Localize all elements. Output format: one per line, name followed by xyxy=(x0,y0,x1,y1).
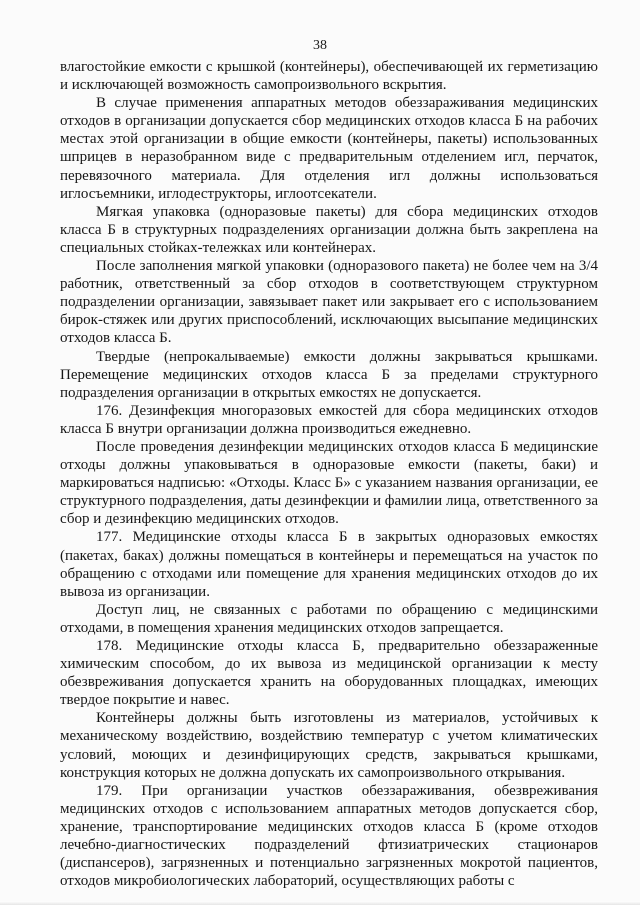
paragraph-178: 178. Медицинские отходы класса Б, предварительно обеззараженные химическим способом, до их вывоза из медицинской организации к месту обезвреживания допускается хранить на оборудованных площадках, имеющих твердое покрытие и навес. xyxy=(60,638,598,709)
document-body xyxy=(60,58,598,890)
paragraph-after-disinfection: После проведения дезинфекции медицинских отходов класса Б медицинские отходы должны упаковываться в одноразовые емкости (пакеты, баки) и маркироваться надписью: «Отходы. Класс Б» с указанием названия организации, ее структурного подразделения, даты дезинфекции и фамилии лица, ответственного за сбор и дезинфекцию медицинских отходов. xyxy=(60,438,598,528)
paragraph-177: 177. Медицинские отходы класса Б в закрытых одноразовых емкостях (пакетах, баках) должны помещаться в контейнеры и перемещаться на участок по обращению с отходами или помещение для хранения медицинских отходов до их вывоза из организации. xyxy=(60,529,598,600)
paragraph-hardware-methods: В случае применения аппаратных методов обеззараживания медицинских отходов в организации допускается сбор медицинских отходов класса Б на рабочих местах этой организации в общие емкости (контейнеры, пакеты) использованных шприцев в неразобранном виде с предварительным отделением игл, перчаток, перевязочного материала. Для отделения игл должны использоваться иглосъемники, иглодеструкторы, иглоотсекатели. xyxy=(60,95,598,202)
paragraph-hard-containers: Твердые (непрокалываемые) емкости должны закрываться крышками. Перемещение медицинских отходов класса Б за пределами структурного подразделения организации в открытых емкостях не допускается. xyxy=(60,348,598,401)
paragraph-bag-filling: После заполнения мягкой упаковки (одноразового пакета) не более чем на 3/4 работник, ответственный за сбор отходов в соответствующем структурном подразделении организации, завязывает пакет или закрывает его с использованием бирок-стяжек или других приспособлений, исключающих высыпание медицинских отходов класса Б. xyxy=(60,258,598,347)
paragraph-176: 176. Дезинфекция многоразовых емкостей для сбора медицинских отходов класса Б внутри организации должна производиться ежедневно. xyxy=(60,402,598,437)
paragraph-179: 179. При организации участков обеззараживания, обезвреживания медицинских отходов с использованием аппаратных методов допускается сбор, хранение, транспортирование медицинских отходов класса Б (кроме отходов лечебно-диагностических подразделений фтизиатрических стационаров (диспансеров), загрязненных и потенциально загрязненных мокротой пациентов, отходов микробиологических лабораторий, осуществляющих работы с xyxy=(60,782,598,890)
paragraph-continuation: влагостойкие емкости с крышкой (контейнеры), обеспечивающей их герметизацию и исключающей возможность самопроизвольного вскрытия. xyxy=(60,59,598,94)
paragraph-containers: Контейнеры должны быть изготовлены из материалов, устойчивых к механическому воздействию, воздействию температур с учетом климатических условий, моющих и дезинфицирующих средств, закрываться крышками, конструкция которых не должна допускать их самопроизвольного открывания. xyxy=(60,710,598,781)
paragraph-access: Доступ лиц, не связанных с работами по обращению с медицинскими отходами, в помещения хранения медицинских отходов запрещается. xyxy=(60,601,598,636)
paragraph-soft-packaging: Мягкая упаковка (одноразовые пакеты) для сбора медицинских отходов класса Б в структурных подразделениях организации должна быть закреплена на специальных стойках-тележках или контейнерах. xyxy=(60,203,598,256)
page-bottom-edge xyxy=(0,901,640,905)
page-number: 38 xyxy=(313,38,327,53)
